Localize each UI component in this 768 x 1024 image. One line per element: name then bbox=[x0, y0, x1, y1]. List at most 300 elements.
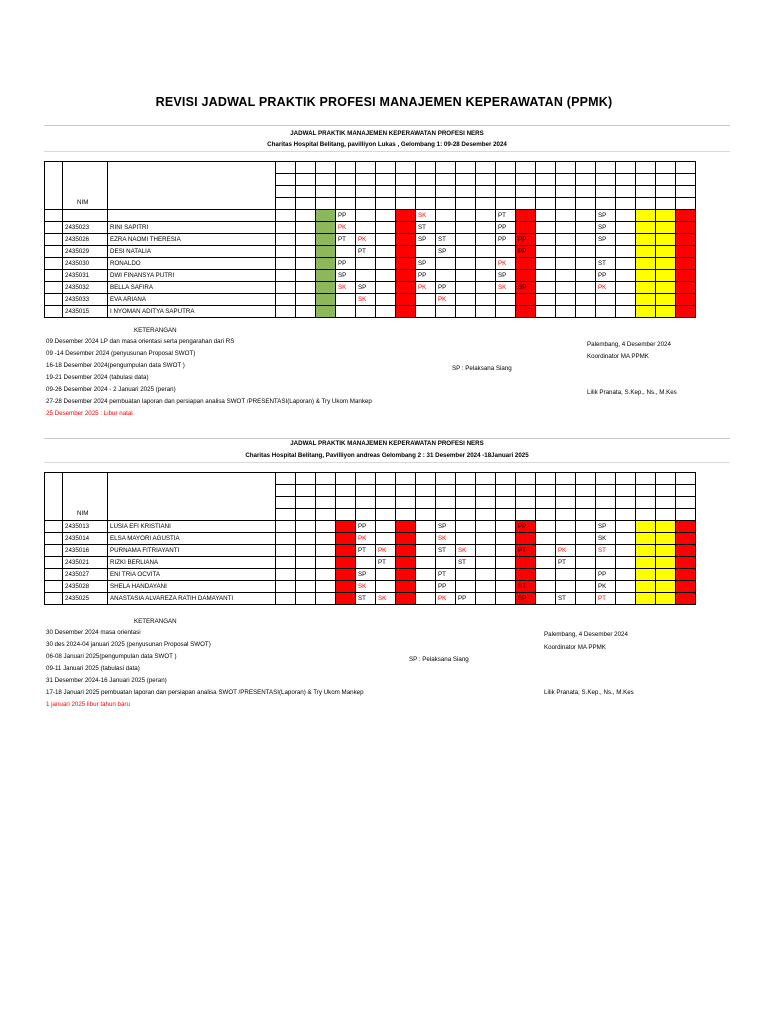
nim-cell: 2435021 bbox=[63, 557, 108, 569]
header-cell bbox=[656, 198, 676, 210]
shift-cell bbox=[296, 593, 316, 605]
header-cell bbox=[676, 162, 696, 174]
shift-cell bbox=[336, 294, 356, 306]
shift-cell bbox=[616, 545, 636, 557]
place-date: Palembang, 4 Desember 2024 bbox=[544, 631, 628, 638]
shift-cell bbox=[316, 569, 336, 581]
header-cell bbox=[456, 198, 476, 210]
shift-cell bbox=[536, 557, 556, 569]
shift-cell bbox=[336, 306, 356, 318]
header-cell bbox=[276, 162, 296, 174]
header-cell bbox=[576, 509, 596, 521]
shift-cell bbox=[616, 222, 636, 234]
shift-cell bbox=[516, 294, 536, 306]
shift-cell bbox=[516, 521, 536, 533]
header-cell bbox=[436, 473, 456, 485]
student-name-cell: PURNAMA FITRIAYANTI bbox=[108, 545, 276, 557]
shift-code: SP bbox=[598, 211, 607, 219]
shift-cell bbox=[496, 294, 516, 306]
header-cell bbox=[396, 473, 416, 485]
shift-cell bbox=[476, 258, 496, 270]
shift-cell bbox=[556, 258, 576, 270]
header-cell bbox=[63, 186, 108, 198]
row-marker bbox=[45, 557, 63, 569]
shift-cell bbox=[316, 557, 336, 569]
shift-cell bbox=[416, 270, 436, 282]
shift-cell bbox=[476, 581, 496, 593]
shift-cell bbox=[596, 258, 616, 270]
header-cell bbox=[516, 509, 536, 521]
shift-code: SK bbox=[438, 534, 447, 542]
shift-code: PK bbox=[438, 295, 447, 303]
shift-cell bbox=[596, 581, 616, 593]
shift-cell bbox=[616, 258, 636, 270]
shift-cell bbox=[496, 557, 516, 569]
header-cell bbox=[316, 485, 336, 497]
shift-code: PT bbox=[338, 235, 346, 243]
student-name-cell: SHELA HANDAYANI bbox=[108, 581, 276, 593]
shift-cell bbox=[336, 569, 356, 581]
header-cell bbox=[616, 198, 636, 210]
header-cell bbox=[436, 186, 456, 198]
shift-cell bbox=[576, 234, 596, 246]
shift-cell bbox=[596, 222, 616, 234]
shift-code: PP bbox=[518, 247, 527, 255]
header-cell bbox=[276, 473, 296, 485]
student-name-cell: DESI NATALIA bbox=[108, 246, 276, 258]
header-cell bbox=[316, 186, 336, 198]
header-cell bbox=[616, 162, 636, 174]
header-cell bbox=[616, 186, 636, 198]
shift-code: PK bbox=[598, 283, 607, 291]
shift-cell bbox=[656, 521, 676, 533]
shift-cell bbox=[296, 210, 316, 222]
shift-cell bbox=[656, 557, 676, 569]
shift-cell bbox=[456, 545, 476, 557]
shift-cell bbox=[376, 234, 396, 246]
shift-code: PK bbox=[418, 283, 427, 291]
shift-cell bbox=[676, 533, 696, 545]
schedule-note: 27-28 Desember 2024 pembuatan laporan dan persiapan analisa SWOT /PRESENTASI(Laporan) & Try Ukom Mankep bbox=[46, 398, 372, 405]
shift-cell bbox=[316, 222, 336, 234]
shift-cell bbox=[336, 593, 356, 605]
shift-cell bbox=[616, 270, 636, 282]
nim-cell: 2435014 bbox=[63, 533, 108, 545]
shift-cell bbox=[396, 246, 416, 258]
shift-code: ST bbox=[358, 594, 366, 602]
shift-cell bbox=[476, 234, 496, 246]
shift-cell bbox=[496, 581, 516, 593]
shift-code: ST bbox=[458, 558, 466, 566]
shift-cell bbox=[476, 270, 496, 282]
shift-cell bbox=[336, 521, 356, 533]
shift-code: PT bbox=[558, 558, 566, 566]
header-cell bbox=[616, 497, 636, 509]
shift-cell bbox=[616, 569, 636, 581]
shift-cell bbox=[456, 282, 476, 294]
shift-cell bbox=[496, 234, 516, 246]
header-cell bbox=[376, 509, 396, 521]
header-cell bbox=[45, 485, 63, 497]
shift-code: ST bbox=[558, 594, 566, 602]
shift-code: PP bbox=[598, 271, 607, 279]
shift-cell bbox=[476, 569, 496, 581]
header-row bbox=[45, 485, 696, 497]
shift-cell bbox=[536, 270, 556, 282]
shift-cell bbox=[356, 234, 376, 246]
shift-cell bbox=[396, 234, 416, 246]
shift-code: SP bbox=[498, 271, 507, 279]
shift-cell bbox=[596, 246, 616, 258]
header-cell bbox=[496, 174, 516, 186]
shift-cell bbox=[676, 593, 696, 605]
shift-cell bbox=[636, 545, 656, 557]
nim-cell bbox=[63, 210, 108, 222]
table-row bbox=[45, 521, 696, 533]
shift-code: SP bbox=[358, 283, 367, 291]
shift-cell bbox=[416, 294, 436, 306]
shift-cell bbox=[636, 258, 656, 270]
nim-cell: 2435013 bbox=[63, 521, 108, 533]
shift-code: PP bbox=[498, 223, 507, 231]
shift-cell bbox=[376, 521, 396, 533]
shift-cell bbox=[296, 258, 316, 270]
header-cell bbox=[596, 485, 616, 497]
row-marker bbox=[45, 593, 63, 605]
header-cell bbox=[676, 485, 696, 497]
header-cell bbox=[636, 174, 656, 186]
row-marker bbox=[45, 569, 63, 581]
header-cell bbox=[636, 198, 656, 210]
shift-cell bbox=[576, 210, 596, 222]
shift-cell bbox=[456, 258, 476, 270]
header-cell bbox=[676, 509, 696, 521]
shift-cell bbox=[276, 533, 296, 545]
shift-cell bbox=[556, 533, 576, 545]
shift-cell bbox=[596, 557, 616, 569]
shift-cell bbox=[416, 557, 436, 569]
nim-cell: 2435033 bbox=[63, 294, 108, 306]
student-name-cell: RONALDO bbox=[108, 258, 276, 270]
shift-cell bbox=[376, 246, 396, 258]
shift-code: PK bbox=[598, 582, 607, 590]
shift-cell bbox=[336, 210, 356, 222]
header-cell bbox=[108, 198, 276, 210]
shift-cell bbox=[536, 222, 556, 234]
shift-cell bbox=[656, 533, 676, 545]
header-cell bbox=[376, 186, 396, 198]
shift-cell bbox=[356, 270, 376, 282]
shift-cell bbox=[316, 246, 336, 258]
shift-cell bbox=[576, 222, 596, 234]
shift-cell bbox=[276, 246, 296, 258]
shift-cell bbox=[616, 306, 636, 318]
header-cell bbox=[556, 186, 576, 198]
nim-cell: 2435016 bbox=[63, 545, 108, 557]
nim-cell: 2435023 bbox=[63, 222, 108, 234]
section-heading: JADWAL PRAKTIK MANAJEMEN KEPERAWATAN PROFESI NERS bbox=[290, 130, 484, 137]
shift-code: PP bbox=[518, 235, 527, 243]
header-cell bbox=[276, 497, 296, 509]
shift-cell bbox=[296, 557, 316, 569]
shift-cell bbox=[436, 294, 456, 306]
shift-cell bbox=[636, 210, 656, 222]
shift-cell bbox=[656, 306, 676, 318]
shift-code: PK bbox=[498, 259, 507, 267]
shift-cell bbox=[456, 270, 476, 282]
header-cell bbox=[436, 509, 456, 521]
header-cell bbox=[556, 485, 576, 497]
shift-cell bbox=[376, 282, 396, 294]
header-cell bbox=[396, 509, 416, 521]
shift-cell bbox=[436, 234, 456, 246]
header-cell bbox=[296, 174, 316, 186]
header-cell bbox=[496, 198, 516, 210]
header-cell bbox=[296, 198, 316, 210]
nim-cell: 2435028 bbox=[63, 581, 108, 593]
shift-cell bbox=[656, 222, 676, 234]
header-cell bbox=[108, 186, 276, 198]
header-cell bbox=[476, 198, 496, 210]
header-cell bbox=[476, 473, 496, 485]
shift-cell bbox=[456, 569, 476, 581]
header-cell bbox=[416, 497, 436, 509]
shift-cell bbox=[556, 545, 576, 557]
header-cell: NIM bbox=[63, 509, 108, 521]
shift-cell bbox=[436, 521, 456, 533]
shift-cell bbox=[676, 306, 696, 318]
shift-cell bbox=[316, 306, 336, 318]
shift-cell bbox=[356, 533, 376, 545]
shift-code: PK bbox=[378, 546, 387, 554]
shift-cell bbox=[656, 258, 676, 270]
header-row bbox=[45, 186, 696, 198]
header-cell bbox=[476, 509, 496, 521]
shift-code: PK bbox=[518, 534, 527, 542]
shift-cell bbox=[596, 282, 616, 294]
row-marker bbox=[45, 270, 63, 282]
shift-cell bbox=[336, 246, 356, 258]
header-cell bbox=[636, 473, 656, 485]
shift-cell bbox=[656, 246, 676, 258]
header-cell bbox=[416, 509, 436, 521]
shift-cell bbox=[396, 210, 416, 222]
header-cell bbox=[108, 473, 276, 485]
shift-cell bbox=[516, 533, 536, 545]
sp-legend: SP : Pelaksana Siang bbox=[452, 365, 512, 372]
shift-cell bbox=[676, 581, 696, 593]
shift-cell bbox=[436, 246, 456, 258]
place-date: Palembang, 4 Desember 2024 bbox=[587, 341, 671, 348]
student-name-cell: I NYOMAN ADITYA SAPUTRA bbox=[108, 306, 276, 318]
header-cell bbox=[436, 198, 456, 210]
student-name-cell: ELSA MAYORI AGUSTIA bbox=[108, 533, 276, 545]
shift-code: SP bbox=[598, 235, 607, 243]
header-cell bbox=[108, 497, 276, 509]
shift-cell bbox=[616, 282, 636, 294]
shift-cell bbox=[316, 581, 336, 593]
keterangan-label: KETERANGAN bbox=[134, 618, 177, 625]
shift-code: PP bbox=[498, 235, 507, 243]
header-cell bbox=[516, 497, 536, 509]
header-cell bbox=[108, 485, 276, 497]
header-cell bbox=[376, 162, 396, 174]
row-marker bbox=[45, 222, 63, 234]
header-cell bbox=[63, 485, 108, 497]
header-cell bbox=[636, 186, 656, 198]
shift-code: PK bbox=[358, 235, 367, 243]
shift-cell bbox=[656, 581, 676, 593]
shift-code: PT bbox=[518, 546, 526, 554]
shift-cell bbox=[276, 593, 296, 605]
shift-cell bbox=[576, 294, 596, 306]
shift-cell bbox=[616, 210, 636, 222]
header-cell bbox=[356, 174, 376, 186]
shift-code: PK bbox=[558, 546, 567, 554]
shift-cell bbox=[476, 306, 496, 318]
shift-cell bbox=[336, 282, 356, 294]
header-cell bbox=[416, 174, 436, 186]
shift-cell bbox=[396, 521, 416, 533]
header-cell bbox=[676, 473, 696, 485]
shift-cell bbox=[456, 246, 476, 258]
header-cell bbox=[296, 186, 316, 198]
shift-cell bbox=[376, 545, 396, 557]
header-cell bbox=[616, 473, 636, 485]
shift-cell bbox=[336, 533, 356, 545]
shift-cell bbox=[516, 234, 536, 246]
shift-cell bbox=[576, 270, 596, 282]
header-cell bbox=[436, 485, 456, 497]
header-cell bbox=[108, 174, 276, 186]
header-cell bbox=[456, 174, 476, 186]
header-cell bbox=[63, 162, 108, 174]
header-cell bbox=[476, 162, 496, 174]
sp-legend: SP : Pelaksana Siang bbox=[409, 656, 469, 663]
header-cell bbox=[336, 473, 356, 485]
shift-cell bbox=[576, 533, 596, 545]
schedule-table bbox=[44, 472, 696, 605]
shift-cell bbox=[516, 222, 536, 234]
shift-cell bbox=[456, 533, 476, 545]
header-cell bbox=[456, 186, 476, 198]
shift-cell bbox=[496, 210, 516, 222]
shift-cell bbox=[376, 581, 396, 593]
shift-cell bbox=[536, 282, 556, 294]
shift-code: SK bbox=[358, 582, 367, 590]
shift-cell bbox=[416, 234, 436, 246]
shift-cell bbox=[476, 222, 496, 234]
header-cell bbox=[396, 497, 416, 509]
header-cell bbox=[636, 497, 656, 509]
shift-cell bbox=[336, 557, 356, 569]
shift-cell bbox=[536, 210, 556, 222]
header-cell bbox=[556, 473, 576, 485]
header-cell bbox=[376, 473, 396, 485]
header-cell bbox=[536, 162, 556, 174]
shift-cell bbox=[296, 270, 316, 282]
header-cell bbox=[356, 162, 376, 174]
shift-cell bbox=[296, 306, 316, 318]
shift-cell bbox=[576, 282, 596, 294]
shift-cell bbox=[296, 533, 316, 545]
shift-cell bbox=[576, 258, 596, 270]
section-subheading: Charitas Hospital Belitang, Pavilliyon andreas Gelombang 2 : 31 Desember 2024 -18Januari 2025 bbox=[245, 452, 529, 459]
shift-code: PP bbox=[438, 283, 447, 291]
keterangan-label: KETERANGAN bbox=[134, 327, 177, 334]
shift-cell bbox=[436, 210, 456, 222]
shift-cell bbox=[296, 234, 316, 246]
shift-cell bbox=[616, 294, 636, 306]
header-cell bbox=[556, 198, 576, 210]
header-cell bbox=[63, 497, 108, 509]
schedule-note: 09 -14 Desember 2024 (penyusunan Proposal SWOT) bbox=[46, 350, 196, 357]
shift-cell bbox=[536, 545, 556, 557]
header-cell bbox=[676, 174, 696, 186]
table-row bbox=[45, 545, 696, 557]
shift-cell bbox=[316, 294, 336, 306]
header-cell bbox=[416, 186, 436, 198]
shift-cell bbox=[296, 282, 316, 294]
student-name-cell: RINI SAPITRI bbox=[108, 222, 276, 234]
shift-cell bbox=[416, 246, 436, 258]
shift-cell bbox=[276, 282, 296, 294]
schedule-note: 09-11 Januari 2025 (tabulasi data) bbox=[46, 665, 140, 672]
student-name-cell: EVA ARIANA bbox=[108, 294, 276, 306]
shift-cell bbox=[376, 306, 396, 318]
header-cell bbox=[376, 485, 396, 497]
shift-cell bbox=[356, 557, 376, 569]
shift-cell bbox=[676, 521, 696, 533]
shift-cell bbox=[536, 246, 556, 258]
shift-cell bbox=[336, 234, 356, 246]
shift-code: SP bbox=[418, 235, 427, 243]
header-cell bbox=[45, 509, 63, 521]
shift-cell bbox=[456, 521, 476, 533]
header-cell bbox=[596, 174, 616, 186]
header-cell bbox=[296, 509, 316, 521]
header-cell bbox=[636, 485, 656, 497]
header-cell bbox=[45, 162, 63, 174]
shift-cell bbox=[316, 545, 336, 557]
shift-cell bbox=[516, 246, 536, 258]
shift-cell bbox=[356, 593, 376, 605]
table-row bbox=[45, 270, 696, 282]
shift-cell bbox=[516, 581, 536, 593]
header-cell bbox=[276, 174, 296, 186]
shift-cell bbox=[556, 234, 576, 246]
header-cell bbox=[316, 162, 336, 174]
shift-cell bbox=[676, 234, 696, 246]
shift-code: PT bbox=[438, 570, 446, 578]
shift-code: PP bbox=[458, 594, 467, 602]
shift-cell bbox=[276, 258, 296, 270]
shift-cell bbox=[396, 270, 416, 282]
student-name-cell: ANASTASIA ALVAREZA RATIH DAMAYANTI bbox=[108, 593, 276, 605]
signer-name: Lilik Pranata, S.Kep., Ns., M.Kes bbox=[587, 389, 677, 396]
header-cell bbox=[396, 162, 416, 174]
header-cell bbox=[536, 485, 556, 497]
header-cell bbox=[416, 162, 436, 174]
student-name-cell: ENI TRIA OCVITA bbox=[108, 569, 276, 581]
shift-cell bbox=[336, 545, 356, 557]
shift-code: ST bbox=[438, 546, 446, 554]
shift-cell bbox=[576, 569, 596, 581]
shift-cell bbox=[476, 282, 496, 294]
header-cell bbox=[336, 198, 356, 210]
header-cell bbox=[296, 162, 316, 174]
shift-cell bbox=[596, 569, 616, 581]
